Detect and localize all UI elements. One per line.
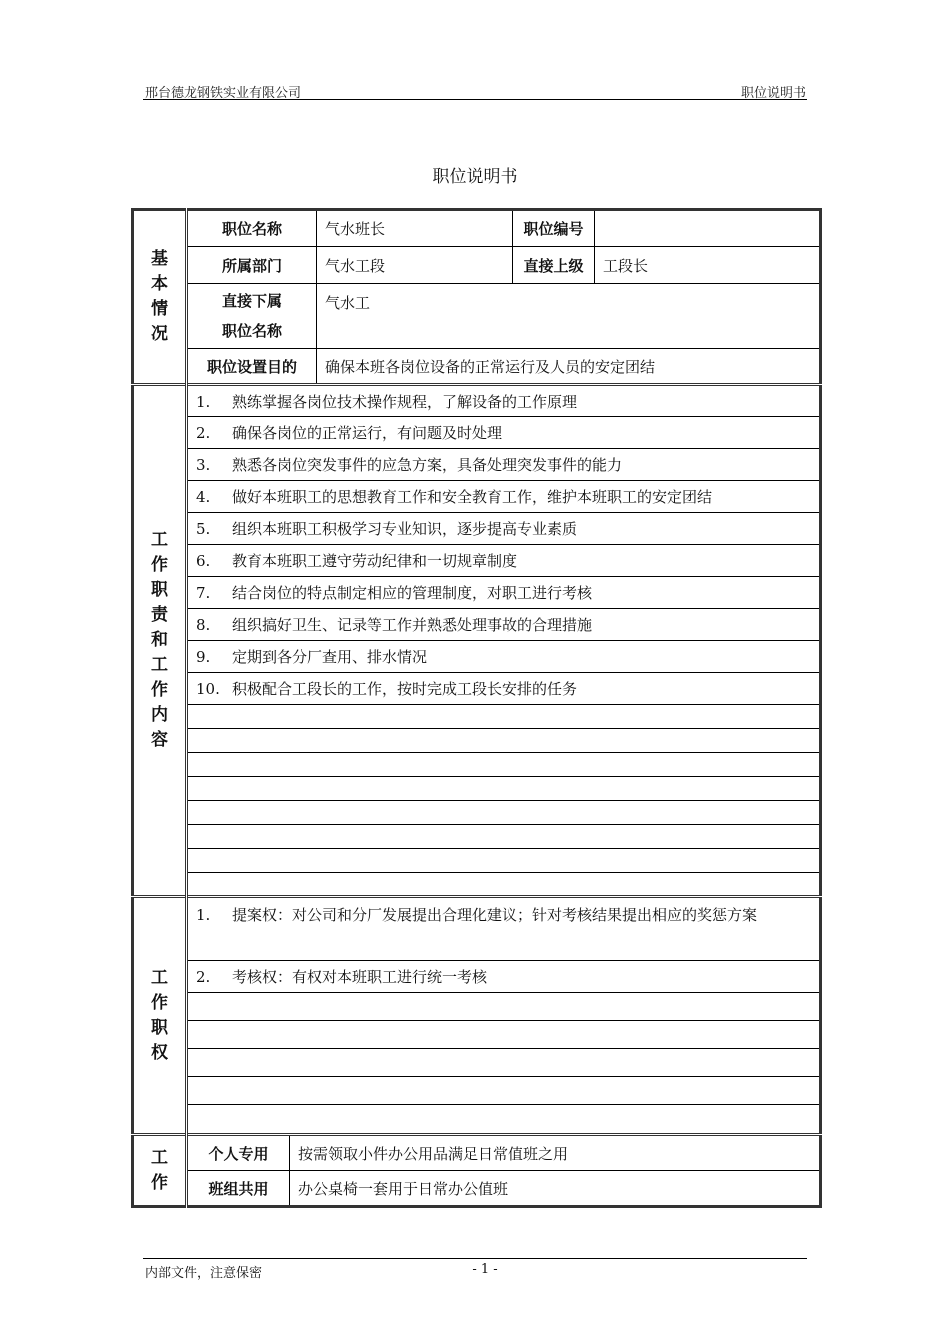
duty-item: 8. 组织搞好卫生、记录等工作并熟悉处理事故的合理措施 — [187, 609, 821, 641]
section-label-tools: 工作 — [133, 1135, 187, 1207]
duty-blank-row — [133, 825, 821, 849]
section-label-basic: 基本情况 — [133, 210, 187, 385]
duty-row — [133, 609, 821, 641]
blank-cell — [187, 993, 821, 1021]
duty-item: 2. 确保各岗位的正常运行，有问题及时处理 — [187, 417, 821, 449]
duty-row — [133, 641, 821, 673]
row-department — [133, 247, 821, 284]
row-subordinate — [133, 284, 821, 349]
duty-blank-row — [133, 777, 821, 801]
subordinate-value: 气水工 — [317, 284, 821, 349]
purpose-label: 职位设置目的 — [187, 349, 317, 385]
purpose-value: 确保本班各岗位设备的正常运行及人员的安定团结 — [317, 349, 821, 385]
duty-item: 7. 结合岗位的特点制定相应的管理制度，对职工进行考核 — [187, 577, 821, 609]
blank-cell — [187, 849, 821, 873]
footer-note: 内部文件，注意保密 — [145, 1266, 263, 1281]
blank-cell — [187, 1049, 821, 1077]
header-rule — [143, 99, 807, 100]
duty-row — [133, 673, 821, 705]
tools-row-personal — [133, 1135, 821, 1171]
position-code-value — [595, 210, 821, 247]
duty-row — [133, 545, 821, 577]
header-doc-type: 职位说明书 — [740, 86, 806, 101]
blank-cell — [187, 753, 821, 777]
subordinate-label-line1: 直接下属 — [222, 292, 283, 310]
blank-cell — [187, 1105, 821, 1135]
personal-value: 按需领取小件办公用品满足日常值班之用 — [290, 1135, 821, 1171]
personal-label: 个人专用 — [187, 1135, 290, 1171]
authority-blank-row — [133, 993, 821, 1021]
blank-cell — [187, 1077, 821, 1105]
duty-item: 5. 组织本班职工积极学习专业知识，逐步提高专业素质 — [187, 513, 821, 545]
duty-item: 4. 做好本班职工的思想教育工作和安全教育工作，维护本班职工的安定团结 — [187, 481, 821, 513]
superior-value: 工段长 — [595, 247, 821, 284]
tools-row-shared — [133, 1171, 821, 1207]
duty-item: 3. 熟悉各岗位突发事件的应急方案，具备处理突发事件的能力 — [187, 449, 821, 481]
position-name-label: 职位名称 — [187, 210, 317, 247]
authority-row — [133, 961, 821, 993]
blank-cell — [187, 777, 821, 801]
duty-row — [133, 385, 821, 417]
duty-row — [133, 449, 821, 481]
duty-blank-row — [133, 801, 821, 825]
position-name-value: 气水班长 — [317, 210, 513, 247]
blank-cell — [187, 873, 821, 897]
duty-row — [133, 577, 821, 609]
footer-rule — [143, 1258, 807, 1259]
shared-value: 办公桌椅一套用于日常办公值班 — [290, 1171, 821, 1207]
authority-blank-row — [133, 1077, 821, 1105]
duty-blank-row — [133, 729, 821, 753]
row-purpose — [133, 349, 821, 385]
shared-label: 班组共用 — [187, 1171, 290, 1207]
duty-blank-row — [133, 873, 821, 897]
blank-cell — [187, 729, 821, 753]
section-label-duties: 工作职责和工作内容 — [133, 385, 187, 897]
position-code-label: 职位编号 — [513, 210, 595, 247]
blank-cell — [187, 1021, 821, 1049]
department-label: 所属部门 — [187, 247, 317, 284]
authority-blank-row — [133, 1049, 821, 1077]
section-label-authority: 工作职权 — [133, 897, 187, 1135]
blank-cell — [187, 825, 821, 849]
document-title: 职位说明书 — [432, 167, 518, 187]
subordinate-label-line2: 职位名称 — [222, 322, 283, 340]
department-value: 气水工段 — [317, 247, 513, 284]
blank-cell — [187, 801, 821, 825]
row-position-name — [133, 210, 821, 247]
duty-blank-row — [133, 705, 821, 729]
duty-row — [133, 417, 821, 449]
authority-blank-row — [133, 1021, 821, 1049]
authority-row — [133, 897, 821, 961]
duty-item: 1. 熟练掌握各岗位技术操作规程，了解设备的工作原理 — [187, 385, 821, 417]
blank-cell — [187, 705, 821, 729]
duty-blank-row — [133, 753, 821, 777]
duty-item: 10. 积极配合工段长的工作，按时完成工段长安排的任务 — [187, 673, 821, 705]
authority-blank-row — [133, 1105, 821, 1135]
duty-row — [133, 481, 821, 513]
duty-item: 9. 定期到各分厂查用、排水情况 — [187, 641, 821, 673]
job-description-table — [131, 208, 822, 1208]
duty-blank-row — [133, 849, 821, 873]
page-number: - 1 - — [472, 1262, 498, 1277]
authority-item: 2. 考核权：有权对本班职工进行统一考核 — [187, 961, 821, 993]
subordinate-label — [187, 284, 317, 349]
duty-row — [133, 513, 821, 545]
header-company: 邢台德龙钢铁实业有限公司 — [145, 86, 302, 101]
superior-label: 直接上级 — [513, 247, 595, 284]
authority-item: 1. 提案权：对公司和分厂发展提出合理化建议；针对考核结果提出相应的奖惩方案 — [187, 897, 821, 961]
duty-item: 6. 教育本班职工遵守劳动纪律和一切规章制度 — [187, 545, 821, 577]
